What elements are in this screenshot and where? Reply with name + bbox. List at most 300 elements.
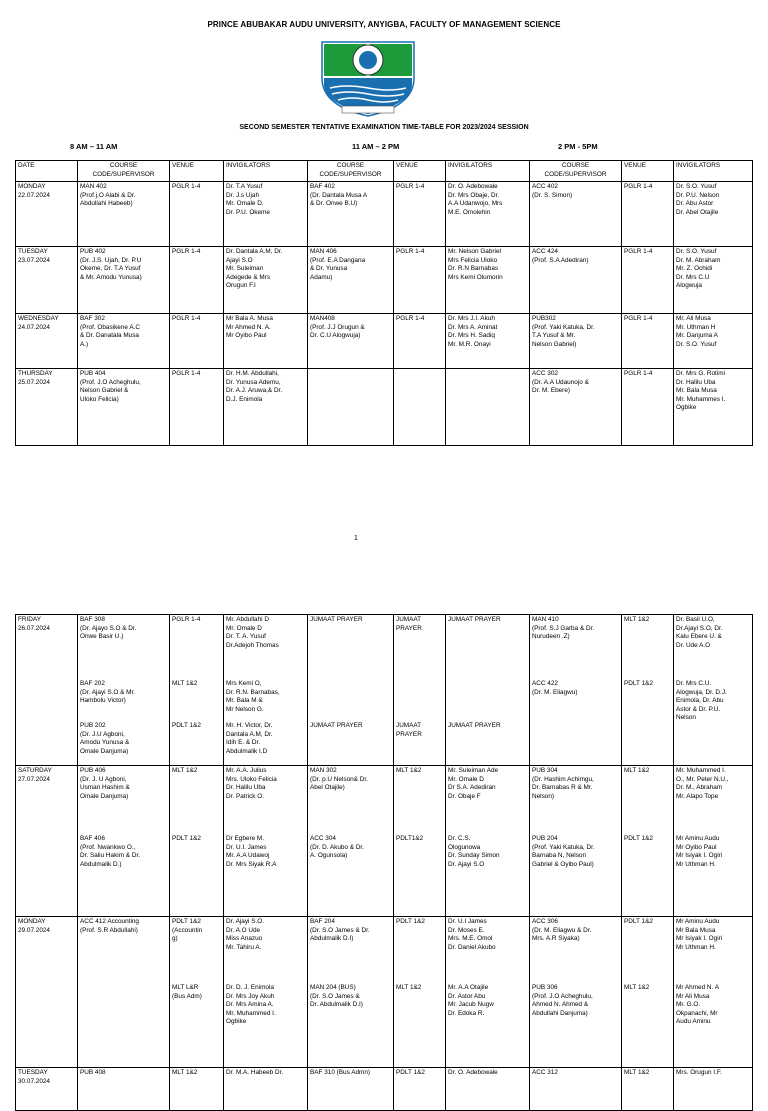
venue-cell: PGLR 1-4 (622, 182, 674, 247)
invigilators-cell-line: Dr. Patrick O. (226, 792, 264, 800)
course-cell-line: BAF 406 (80, 835, 105, 842)
course-cell-line: PUB 404 (80, 370, 106, 377)
invigilators-cell-line: Dantala A.M, Dr. (226, 730, 273, 738)
invigilators-cell-block (448, 680, 527, 722)
course-cell-block (532, 984, 619, 1066)
course-cell-line: (Prof. S.J Garba & Dr. (532, 624, 595, 632)
invigilators-cell-line: Mr. Jacub Nugw (448, 1001, 494, 1009)
venue-cell-line: (Bus Adm) (172, 992, 202, 1000)
invigilators-cell-line: Dr. O. Adebowale (448, 183, 498, 190)
course-cell-line: (Dr. Ajayo S.O & Dr. (80, 624, 137, 632)
invigilators-cell-line: Mr. H. Victor, Dr. (226, 722, 273, 729)
course-cell-block (80, 1069, 167, 1109)
course-cell-line: PUB302 (532, 315, 556, 322)
course-cell-line: JUMAAT PRAYER (310, 616, 363, 623)
invigilators-cell-line: Dr.Ajayi S.O, Dr. (676, 624, 723, 632)
venue-cell (394, 766, 446, 917)
course-cell-line: BAF 402 (310, 183, 335, 190)
invigilators-cell-line: Mrs. M.E. Omol (448, 935, 493, 943)
invigilators-cell-line: Dr. Mrs Siyak R.A (226, 860, 277, 868)
venue-cell-line: PRAYER (396, 624, 422, 632)
course-cell-line: (Prof. S.A Adediran) (532, 256, 589, 264)
session-title: SECOND SEMESTER TENTATIVE EXAMINATION TIME-TABLE FOR 2023/2024 SESSION (239, 124, 529, 131)
invigilators-cell-line: Mr. Bala Musa (676, 387, 717, 395)
course-cell-line: & Mr. Amodu Yunusa) (80, 273, 142, 281)
course-cell-line: (Dr. Hashim Achimgu, (532, 775, 594, 783)
invigilators-cell-line: Mr. Ali Musa (676, 315, 711, 322)
invigilators-cell-line: A.A Udanwojo, Mrs (448, 200, 503, 208)
invigilators-cell-line: Dr. S.O. Yusuf (676, 248, 717, 255)
course-cell-line: A.) (80, 340, 89, 348)
invigilators-cell (674, 917, 753, 1068)
venue-cell-block (624, 835, 671, 915)
course-cell-line: Barnaba N, Nelson (532, 852, 586, 860)
venue-cell-line: PDLT 1&2 (624, 835, 653, 842)
column-header: INVIGILATORS (446, 161, 530, 182)
course-cell-line: PUB 402 (80, 248, 106, 255)
venue-cell (170, 1068, 224, 1111)
invigilators-cell-line: Dr. Abu Astor (676, 200, 714, 208)
column-header: DATE (16, 161, 78, 182)
course-cell-line: & Dr. Yunusa (310, 265, 348, 273)
course-cell-line: & Dr. Onwe B.U) (310, 200, 358, 208)
invigilators-cell-line: Dr. P.U. Nelson (676, 191, 720, 199)
invigilators-cell-line: Dr. Mrs A. Aminat (448, 323, 498, 331)
invigilators-cell (224, 917, 308, 1068)
venue-cell-block (624, 722, 671, 764)
course-cell-line: (Prof. Obasikene A.C (80, 323, 141, 331)
date-cell-line: 30.07.2024 (18, 1077, 50, 1085)
invigilators-cell-line: Audu Aminu (676, 1018, 711, 1026)
invigilators-cell-block (448, 918, 527, 984)
course-cell-block (80, 918, 167, 984)
venue-cell: PGLR 1-4 (170, 314, 224, 369)
invigilators-cell-line: Dr. A.O Ude (226, 926, 261, 934)
venue-cell-block (624, 1069, 671, 1109)
invigilators-cell-block (448, 1069, 527, 1109)
invigilators-cell-block (676, 984, 750, 1066)
date-cell (16, 369, 78, 446)
invigilators-cell-line: Adegede & Mrs (226, 273, 271, 281)
course-cell-line: Omale Danjuma) (80, 792, 129, 800)
invigilators-cell-line: Dr. T. A. Yusuf (226, 633, 266, 641)
venue-cell-block (172, 680, 221, 722)
course-cell (78, 917, 170, 1068)
logo-emblem (316, 38, 420, 118)
course-cell-line: MAN 406 (310, 248, 337, 255)
venue-cell: PGLR 1-4 (394, 182, 446, 247)
course-cell-line: ACC 306 (532, 918, 558, 925)
invigilators-cell-line: Mr Uthman H. (676, 943, 716, 951)
date-cell-line: WEDNESDAY (18, 315, 59, 322)
invigilators-cell-block (676, 616, 750, 680)
course-cell (530, 314, 622, 369)
course-cell-line: Nelson) (532, 792, 555, 800)
venue-cell-line: PDLT 1&2 (396, 1069, 425, 1076)
invigilators-cell (674, 182, 753, 247)
invigilators-cell-line: Dr. M. Abraham (676, 256, 721, 264)
venue-cell: PGLR 1-4 (394, 314, 446, 369)
column-header: INVIGILATORS (674, 161, 753, 182)
invigilators-cell-line: Dr. Mrs Joy Akuh (226, 992, 275, 1000)
course-cell-line: A. Ogunsola) (310, 852, 348, 860)
invigilators-cell (446, 917, 530, 1068)
course-cell-block (80, 767, 167, 835)
course-cell-line: MAN408 (310, 315, 335, 322)
venue-cell-block (396, 918, 443, 984)
course-cell-line: Amodu Yunusa & (80, 739, 130, 747)
invigilators-cell-line: Mrs Kemi O, (226, 680, 262, 687)
course-cell-line: JUMAAT PRAYER (310, 722, 363, 729)
table-row (16, 314, 753, 369)
invigilators-cell-line: Dr. Abel Otajile (676, 208, 719, 216)
date-cell (16, 314, 78, 369)
venue-cell-line: PDLT 1&2 (172, 835, 201, 842)
course-cell-line: (Prof. Nwankwo O., (80, 843, 136, 851)
course-cell-line: Dr. Abdulmalik D.I) (310, 1001, 363, 1009)
invigilators-cell-line: Mrs. Orugun I.F. (676, 1069, 722, 1076)
invigilators-cell-line: Mr Ali Musa (676, 992, 710, 1000)
invigilators-cell-line: Dr. Halilu Uba (676, 378, 716, 386)
venue-cell-block (172, 616, 221, 680)
course-cell-block (532, 918, 619, 984)
invigilators-cell-line: Mr. Omale D (226, 624, 262, 632)
course-cell-line: T.A Yusuf & Mr. (532, 332, 576, 340)
invigilators-cell-line: Nelson (676, 714, 696, 722)
course-cell-block (532, 767, 619, 835)
course-cell-line: PUB 406 (80, 767, 106, 774)
date-cell-line: 25.07.2024 (18, 378, 50, 386)
university-logo (316, 38, 420, 118)
invigilators-cell (674, 369, 753, 446)
invigilators-cell-block (226, 767, 305, 835)
course-cell-line: Abel Otajile) (310, 784, 345, 792)
venue-cell-line: MLT 1&2 (172, 1069, 198, 1076)
invigilators-cell (446, 766, 530, 917)
column-header: VENUE (170, 161, 224, 182)
venue-cell-block (624, 680, 671, 722)
course-cell-line: Uloko Felicia) (80, 395, 119, 403)
venue-cell-line: PDLT 1&2 (172, 722, 201, 729)
invigilators-cell-line: Mr Nelson G. (226, 705, 264, 713)
venue-cell-block (624, 984, 671, 1066)
table-row (16, 182, 753, 247)
table-row (16, 766, 753, 917)
course-cell-line: Nurudeen .Z) (532, 633, 570, 641)
course-cell-line: Usman Hashim & (80, 784, 130, 792)
table-row (16, 1068, 753, 1111)
invigilators-cell-block (448, 835, 527, 915)
course-cell-block (80, 984, 167, 1066)
venue-cell-block (396, 1069, 443, 1109)
invigilators-cell-line: Mr. Tahiru A. (226, 943, 262, 951)
course-cell (530, 1068, 622, 1111)
course-cell-line: (Dr. Dantala Musa A (310, 191, 368, 199)
course-cell-block (310, 722, 391, 764)
invigilators-cell-line: Dr. P.U. Okeme (226, 208, 270, 216)
course-cell-line: (Prof. J.O Acheghulu, (532, 992, 593, 1000)
venue-cell: PGLR 1-4 (622, 247, 674, 314)
invigilators-cell-block (676, 1069, 750, 1109)
invigilators-cell-line: JUMAAT PRAYER (448, 722, 501, 729)
invigilators-cell-line: Ogbike (226, 1018, 247, 1026)
course-cell-line: MAN 402 (80, 183, 107, 190)
table-header-row (16, 161, 753, 182)
course-cell-block (310, 616, 391, 680)
invigilators-cell (224, 766, 308, 917)
invigilators-cell-line: Mr Aminu Audu (676, 918, 720, 925)
course-cell-block (310, 918, 391, 984)
course-cell-line: Hambolu Victor) (80, 697, 126, 705)
course-cell-block (310, 1069, 391, 1109)
venue-cell: PGLR 1-4 (170, 247, 224, 314)
column-header: COURSE CODE/SUPERVISOR (530, 161, 622, 182)
course-cell-line: Onwe Basir U.) (80, 633, 124, 641)
course-cell (530, 766, 622, 917)
course-cell-line: (Dr. M. Eliagwu & Dr. (532, 926, 592, 934)
invigilators-cell-line: Dr Egbere M. (226, 835, 265, 842)
invigilators-cell-line: Mr. Suleiman (226, 265, 264, 273)
invigilators-cell-line: Dr. U.I James (448, 918, 487, 925)
invigilators-cell-block (676, 835, 750, 915)
invigilators-cell-line: JUMAAT PRAYER (448, 616, 501, 623)
course-cell-line: (Prof. E.A Dangana (310, 256, 366, 264)
invigilators-cell-line: Mr Bala Musa (676, 926, 716, 934)
venue-cell (170, 615, 224, 766)
date-cell-line: 22.07.2024 (18, 191, 50, 199)
page-2 (0, 606, 768, 1085)
course-cell-line: (Dr. S. Simon) (532, 191, 573, 199)
invigilators-cell-line: Mr Isiyak I. Ogiri (676, 935, 723, 943)
invigilators-cell (674, 615, 753, 766)
invigilators-cell-line: Dr. Halilu Uba (226, 784, 266, 792)
course-cell-line: Mrs. A.R Siyaka) (532, 935, 580, 943)
invigilators-cell-line: Dr. H.M. Abdullahi, (226, 370, 279, 377)
venue-cell-line: MLT L&R (172, 984, 199, 991)
course-cell-line: (Dr. J.U Agboni, (80, 730, 125, 738)
date-cell-line: TUESDAY (18, 1069, 48, 1076)
page-number: 1 (354, 535, 358, 542)
invigilators-cell-line: Dr. Mrs J.I. Akuh (448, 315, 495, 322)
invigilators-cell-line: Mr. G.O. (676, 1001, 701, 1009)
venue-cell-line: JUMAAT (396, 616, 422, 623)
course-cell-line: Nelson Gabriel) (532, 340, 577, 348)
venue-cell-line: PDLT 1&2 (624, 680, 653, 687)
venue-cell-block (396, 722, 443, 764)
table-row (16, 369, 753, 446)
course-cell (308, 369, 394, 446)
invigilators-cell (224, 369, 308, 446)
venue-cell-line: MLT 1&2 (396, 767, 422, 774)
date-cell-line: 24.07.2024 (18, 323, 50, 331)
course-cell-line: Abdulmalik D.) (80, 860, 122, 868)
course-cell-block (310, 984, 391, 1066)
invigilators-cell-line: Ogbike (676, 404, 697, 412)
venue-cell-line: MLT 1&2 (624, 767, 650, 774)
course-cell-line: ACC 412 Accounting (80, 918, 139, 925)
course-cell (308, 314, 394, 369)
invigilators-cell-line: Mr. Abdullahi D (226, 616, 269, 623)
invigilators-cell-line: Mrs. Uloko Felicia (226, 775, 277, 783)
venue-cell-block (172, 767, 221, 835)
invigilators-cell-block (676, 722, 750, 764)
date-cell-line: SATURDAY (18, 767, 52, 774)
course-cell-line: Abdullahi Danjuma) (532, 1009, 588, 1017)
invigilators-cell-line: Mrs Kemi Olumorin (448, 273, 503, 281)
invigilators-cell-line: Dr. Obaje F (448, 792, 481, 800)
invigilators-cell-block (226, 835, 305, 915)
invigilators-cell-line: Mr. M.R. Onayi (448, 340, 491, 348)
invigilators-cell (224, 1068, 308, 1111)
venue-cell (622, 917, 674, 1068)
venue-cell-line: MLT 1&2 (396, 984, 422, 991)
course-cell-line: (Prof. S.R Abdullahi) (80, 926, 138, 934)
venue-cell (394, 369, 446, 446)
course-cell-line: (Dr. A.A Udaunojo & (532, 378, 589, 386)
invigilators-cell-line: Dr. Astor Abu (448, 992, 486, 1000)
invigilators-cell-line: Dr. Mrs G. Rotimi (676, 370, 725, 377)
invigilators-cell-line: Ologunowa (448, 843, 481, 851)
invigilators-cell-block (226, 984, 305, 1066)
course-cell-line: (Prof. Yaki Katuka, Dr. (532, 323, 595, 331)
course-cell-line: (Prof. J.J Orugun & (310, 323, 365, 331)
slot-midday: 11 AM – 2 PM (352, 142, 400, 151)
course-cell (78, 314, 170, 369)
date-cell-line: 23.07.2024 (18, 256, 50, 264)
venue-cell: PGLR 1-4 (622, 369, 674, 446)
invigilators-cell-line: Dr. Ajayi S.O. (226, 918, 264, 925)
date-cell (16, 1068, 78, 1111)
venue-cell: PGLR 1-4 (394, 247, 446, 314)
course-cell (308, 247, 394, 314)
date-cell (16, 766, 78, 917)
invigilators-cell-line: Enimola, Dr. Abu (676, 697, 724, 705)
course-cell-line: BAF 308 (80, 616, 105, 623)
date-cell-line: THURSDAY (18, 370, 53, 377)
invigilators-cell-line: Mr. Muhammed I. (676, 767, 726, 774)
invigilators-cell (446, 247, 530, 314)
invigilators-cell-line: Mr Isiyak I. Ogiri (676, 852, 723, 860)
column-header: VENUE (394, 161, 446, 182)
invigilators-cell-line: D.J. Enimola (226, 395, 263, 403)
slot-afternoon: 2 PM - 5PM (558, 142, 598, 151)
invigilators-cell (224, 182, 308, 247)
date-cell-line: FRIDAY (18, 616, 41, 623)
invigilators-cell (674, 247, 753, 314)
course-cell-line: (Prof.j.O Alabi & Dr. (80, 191, 136, 199)
invigilators-cell-line: Astor & Dr. P.U. (676, 705, 721, 713)
course-cell-line: (Prof. Yaki Katuka, Dr. (532, 843, 595, 851)
course-cell-line: MAN 204 (BUS) (310, 984, 356, 991)
venue-cell-line: MLT 1&2 (172, 680, 198, 687)
slot-morning: 8 AM – 11 AM (70, 142, 118, 151)
invigilators-cell-line: Mr Uthman H. (676, 860, 716, 868)
invigilators-cell-line: Mr. A.A Udawoj (226, 852, 270, 860)
course-cell (308, 615, 394, 766)
invigilators-cell (674, 1068, 753, 1111)
course-cell-line: MAN 302 (310, 767, 337, 774)
course-cell-line: Gabriel & Oyibo Paul) (532, 860, 594, 868)
invigilators-cell-block (676, 680, 750, 722)
course-cell-line: (Dr. Ajayi S.O & Mr. (80, 688, 136, 696)
venue-cell-line: PDLT 1&2 (396, 918, 425, 925)
course-cell-line: ACC 402 (532, 183, 558, 190)
venue-cell-line: MLT 1&2 (172, 767, 198, 774)
course-cell (78, 369, 170, 446)
venue-cell-block (624, 616, 671, 680)
course-cell (530, 615, 622, 766)
invigilators-cell-line: Dr. D. J. Enimola (226, 984, 274, 991)
venue-cell (170, 766, 224, 917)
course-cell-line: ACC 304 (310, 835, 336, 842)
venue-cell-block (172, 722, 221, 764)
invigilators-cell-line: Abdulmalik I.D (226, 747, 268, 755)
course-cell-block (310, 767, 391, 835)
course-cell-line: (Dr. p.U Nelson& Dr. (310, 775, 368, 783)
venue-cell-block (396, 984, 443, 1066)
invigilators-cell-line: Dr. C.S. (448, 835, 471, 842)
venue-cell-line: PDLT1&2 (396, 835, 424, 842)
university-title: PRINCE ABUBAKAR AUDU UNIVERSITY, ANYIGBA, FACULTY OF MANAGEMENT SCIENCE (207, 20, 561, 29)
invigilators-cell (446, 1068, 530, 1111)
invigilators-cell (224, 247, 308, 314)
invigilators-cell-block (226, 918, 305, 984)
invigilators-cell-line: Dr. T.A Yusuf (226, 183, 263, 190)
invigilators-cell (446, 369, 530, 446)
course-cell-line: ACC 422 (532, 680, 558, 687)
invigilators-cell-line: Dr. R.N. Barnabas, (226, 688, 280, 696)
course-cell-line: (Dr. D. Akubo & Dr. (310, 843, 364, 851)
invigilators-cell (674, 766, 753, 917)
invigilators-cell-line: Dr. U.I. James (226, 843, 267, 851)
course-cell-line: Adamu) (310, 273, 333, 281)
invigilators-cell-line: Mr. Z. Ochidi (676, 265, 713, 273)
venue-cell: PGLR 1-4 (170, 369, 224, 446)
table-row (16, 615, 753, 766)
course-cell-line: Nelson Gabriel & (80, 387, 129, 395)
course-cell (78, 1068, 170, 1111)
invigilators-cell-line: Mr. A.A Otajile (448, 984, 489, 991)
date-cell-line: MONDAY (18, 918, 46, 925)
invigilators-cell (674, 314, 753, 369)
invigilators-cell-line: Mr. Omale D. (226, 200, 264, 208)
invigilators-cell-line: Mr. Alapo Tope (676, 792, 719, 800)
course-cell-line: Ahmed N. Ahmed & (532, 1001, 589, 1009)
venue-cell (622, 615, 674, 766)
invigilators-cell-block (676, 767, 750, 835)
course-cell-block (532, 1069, 619, 1109)
invigilators-cell-line: Dr. Mrs C.U. (676, 680, 712, 687)
course-cell (530, 182, 622, 247)
course-cell (78, 247, 170, 314)
course-cell-line: (Dr. S.O James & (310, 992, 360, 1000)
invigilators-cell-line: Dr. Moses E. (448, 926, 485, 934)
invigilators-cell-line: Dr. M., Abraham (676, 784, 723, 792)
venue-cell-line: MLT 1&2 (624, 1069, 650, 1076)
date-cell (16, 615, 78, 766)
table-row (16, 917, 753, 1068)
invigilators-cell (446, 314, 530, 369)
course-cell-line: ACC 312 (532, 1069, 558, 1076)
date-cell (16, 917, 78, 1068)
date-cell (16, 247, 78, 314)
venue-cell-block (172, 984, 221, 1066)
column-header: COURSE CODE/SUPERVISOR (308, 161, 394, 182)
venue-cell-block (172, 918, 221, 984)
invigilators-cell-block (226, 722, 305, 764)
invigilators-cell-line: Mr. Muhammes I. (676, 395, 726, 403)
invigilators-cell-line: Alogwuja, Dr. D.J. (676, 688, 727, 696)
